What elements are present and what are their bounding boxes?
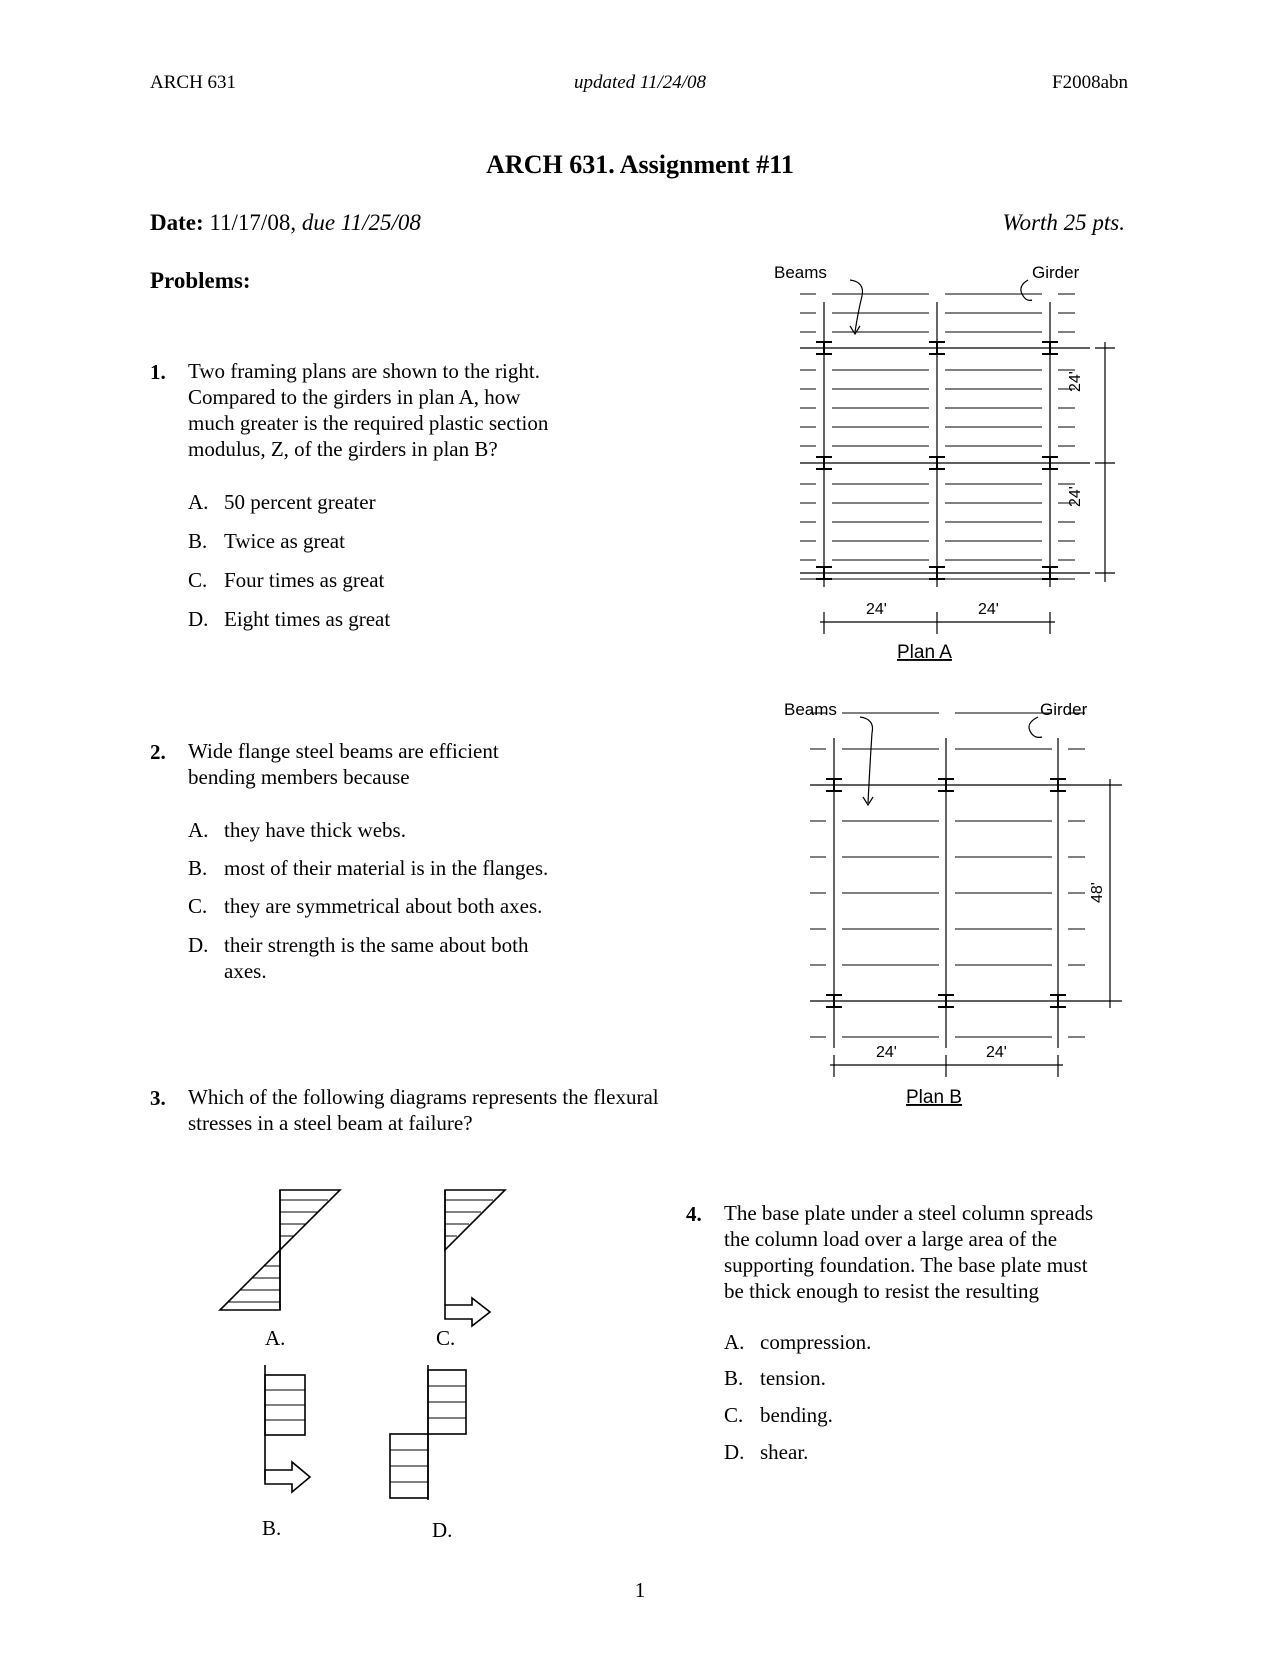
header-code: F2008abn [1052, 72, 1128, 93]
q4-option-a: A. compression. [724, 1330, 872, 1354]
plan-a-diagram [770, 262, 1150, 682]
q4-option-d: D. shear. [724, 1440, 809, 1464]
q2-option-b: B. most of their material is in the flanges. [188, 856, 549, 880]
q4-line: be thick enough to resist the resulting [724, 1279, 1039, 1303]
q4-option-b: B. tension. [724, 1366, 826, 1390]
plan-a-dim-h2: 24' [978, 601, 999, 618]
stress-diagrams [200, 1170, 530, 1570]
page-title: ARCH 631. Assignment #11 [486, 150, 794, 179]
plan-b-dim-h2: 24' [986, 1044, 1007, 1061]
q3-line: stresses in a steel beam at failure? [188, 1111, 473, 1135]
q2-option-d-cont: axes. [224, 959, 267, 983]
diagram-b [265, 1365, 310, 1492]
q4-text [724, 1200, 1093, 1304]
q3-number: 3. [150, 1086, 166, 1110]
q4-option-c: C. bending. [724, 1403, 833, 1427]
page-number: 1 [634, 1578, 646, 1602]
plan-a-caption: Plan A [897, 642, 952, 663]
q1-number: 1. [150, 360, 166, 384]
worth-points: Worth 25 pts. [1002, 210, 1125, 235]
diagram-label-b: B. [262, 1516, 282, 1540]
plan-b-caption: Plan B [906, 1087, 962, 1108]
q1-option-d: D. Eight times as great [188, 607, 391, 631]
plan-b-dim-h1: 24' [876, 1044, 897, 1061]
q1-line: Compared to the girders in plan A, how [188, 385, 521, 409]
q1-option-c: C. Four times as great [188, 568, 385, 592]
plan-b-diagram [780, 703, 1160, 1133]
q2-text [188, 738, 499, 790]
diagram-c [445, 1190, 505, 1326]
q1-line: Two framing plans are shown to the right. [188, 359, 540, 383]
diagram-label-d: D. [432, 1518, 453, 1542]
plan-a-girder-label: Girder [1032, 263, 1080, 282]
q4-line: The base plate under a steel column spreads [724, 1201, 1094, 1225]
header-updated: updated 11/24/08 [573, 72, 707, 93]
diagram-label-c: C. [436, 1326, 456, 1350]
plan-a-beams-label: Beams [774, 263, 827, 282]
date-label: Date: [150, 210, 204, 235]
q4-line: the column load over a large area of the [724, 1227, 1058, 1251]
q3-line: Which of the following diagrams represents the flexural [188, 1085, 659, 1109]
header-course: ARCH 631 [150, 72, 237, 93]
q3-text [188, 1084, 659, 1136]
q2-option-a: A. they have thick webs. [188, 818, 406, 842]
q4-number: 4. [686, 1202, 702, 1226]
date-line [150, 210, 421, 236]
diagram-a [220, 1190, 340, 1310]
problems-heading: Problems: [150, 268, 251, 293]
diagram-d [390, 1365, 466, 1500]
q2-option-c: C. they are symmetrical about both axes. [188, 894, 543, 918]
q1-line: modulus, Z, of the girders in plan B? [188, 437, 498, 461]
plan-b-beams-label: Beams [784, 703, 837, 719]
date-value: 11/17/08, [209, 210, 297, 235]
plan-b-dim-v: 48' [1089, 882, 1106, 903]
q2-line: Wide flange steel beams are efficient [188, 739, 499, 763]
q4-line: supporting foundation. The base plate must [724, 1253, 1088, 1277]
q1-line: much greater is the required plastic section [188, 411, 549, 435]
q2-option-d: D. their strength is the same about both [188, 933, 529, 957]
q1-text [188, 358, 548, 462]
plan-a-dim-h1: 24' [866, 601, 887, 618]
diagram-label-a: A. [265, 1326, 286, 1350]
plan-b-girder-label: Girder [1040, 703, 1088, 719]
q2-line: bending members because [188, 765, 410, 789]
plan-a-dim-v1: 24' [1067, 371, 1084, 392]
plan-a-dim-v2: 24' [1067, 486, 1084, 507]
q1-option-b: B. Twice as great [188, 529, 345, 553]
q2-number: 2. [150, 740, 166, 764]
due-date: due 11/25/08 [301, 210, 421, 235]
q1-option-a: A. 50 percent greater [188, 490, 376, 514]
